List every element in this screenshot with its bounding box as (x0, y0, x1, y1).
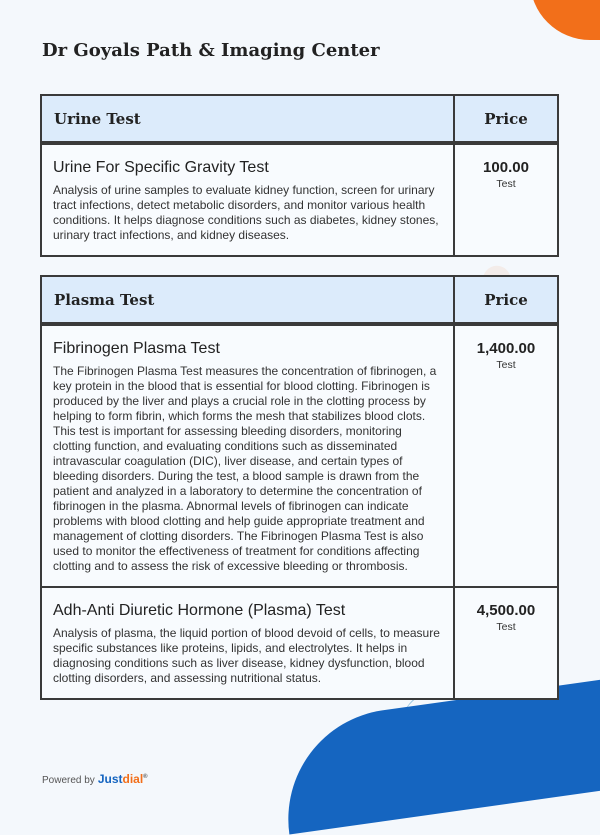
price-cell (455, 588, 557, 698)
price-column-header: Price (484, 109, 528, 128)
brand-main: Just (97, 772, 123, 786)
price-cell (455, 326, 557, 586)
test-row (42, 324, 557, 586)
price-cell (455, 145, 557, 255)
test-info-cell (42, 145, 455, 255)
decor-orange-shape (530, 0, 600, 40)
brand-accent: dial (122, 772, 144, 786)
justdial-logo[interactable] (98, 772, 148, 786)
page-title: Dr Goyals Path & Imaging Center (42, 40, 380, 61)
test-name: Urine For Specific Gravity Test (53, 159, 269, 176)
section-plasma-test (40, 275, 559, 700)
test-description: Analysis of plasma, the liquid portion of blood devoid of cells, to measure specific substances like proteins, lipids, and electrolytes. It helps in diagnosing conditions such as liver disease, kidney dysfunction, blood clotting disorders, and assessing nutritional status. (53, 626, 440, 685)
test-description: Analysis of urine samples to evaluate kidney function, screen for urinary tract infections, detect metabolic disorders, and monitor various health conditions. It helps diagnose conditions such as diabetes, kidney stones, urinary tract infections, and kidney diseases. (53, 183, 439, 242)
price-unit: Test (496, 621, 516, 633)
test-name: Adh-Anti Diuretic Hormone (Plasma) Test (53, 602, 346, 619)
test-price: 4,500.00 (476, 602, 536, 619)
test-info-cell (42, 588, 455, 698)
powered-by-label: Powered by (42, 775, 95, 786)
section-urine-test (40, 94, 559, 257)
section-header (42, 277, 557, 324)
test-price: 100.00 (483, 159, 529, 176)
section-header (42, 96, 557, 143)
test-row (42, 143, 557, 255)
test-info-cell (42, 326, 455, 586)
section-title: Urine Test (42, 96, 455, 141)
price-column-header: Price (484, 290, 528, 309)
test-price: 1,400.00 (476, 340, 536, 357)
test-row (42, 586, 557, 698)
brand-mark: ® (143, 774, 148, 780)
test-name: Fibrinogen Plasma Test (53, 340, 220, 357)
price-unit: Test (496, 178, 516, 190)
price-unit: Test (496, 359, 516, 371)
test-description: The Fibrinogen Plasma Test measures the concentration of fibrinogen, a key protein in the blood that is essential for blood clotting. Fibrinogen is produced by the liver and plays a crucial role in the clotting process by helping to form fibrin, which forms the mesh that stabilizes blood clots. This test is important for assessing bleeding disorders, monitoring clotting function, and evaluating conditions such as disseminated intravascular coagulation (DIC), liver disease, and certain types of bleeding disorders. During the test, a blood sample is drawn from the patient and analyzed in a laboratory to determine the concentration of fibrinogen in the plasma. Abnormal levels of fibrinogen can indicate problems with blood clotting and help guide appropriate treatment and management of clotting disorders. The Fibrinogen Plasma Test is also used to monitor the effectiveness of treatment for conditions affecting clotting and to assess the risk of excessive bleeding or thrombosis. (53, 364, 437, 573)
section-title: Plasma Test (42, 277, 455, 322)
footer (42, 772, 148, 786)
